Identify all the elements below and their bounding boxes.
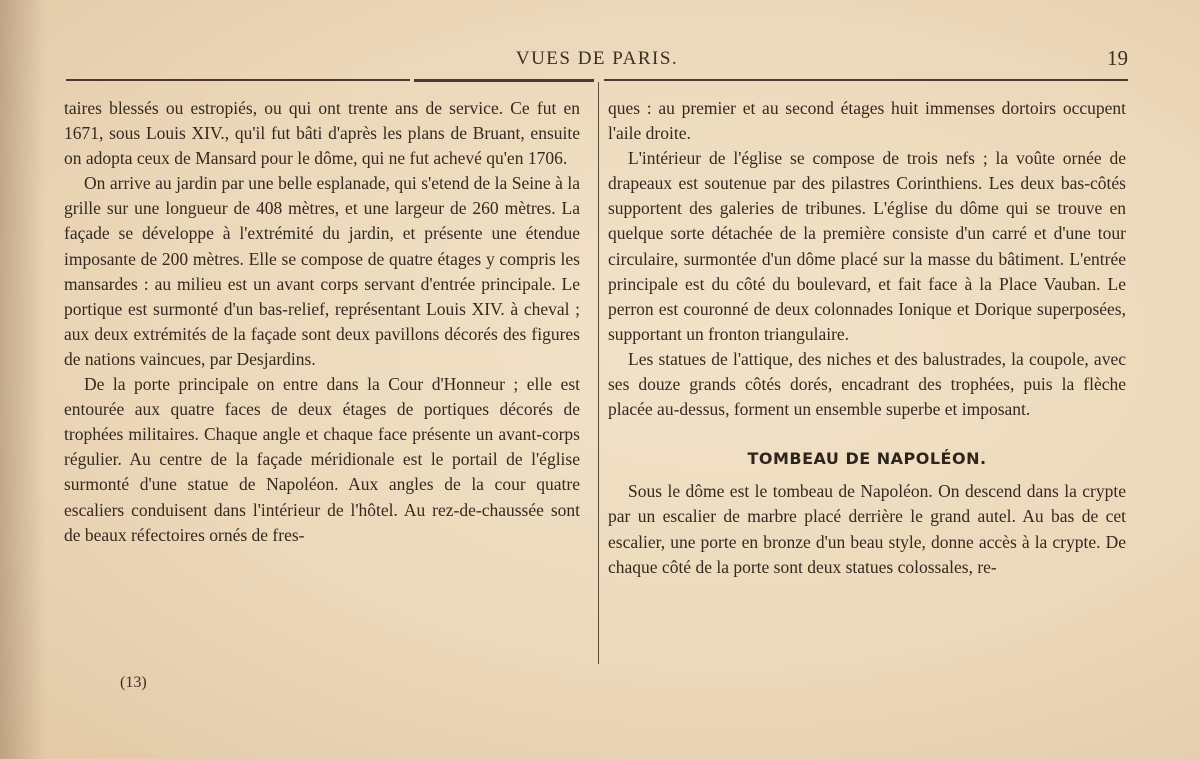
column-divider	[598, 82, 599, 664]
page-number: 19	[1107, 46, 1128, 70]
section-paragraph: Sous le dôme est le tombeau de Napoléon. On descend dans la crypte par un escalier de marbre placé derrière le grand autel. Au bas de cet escalier, une porte en bronze d'un beau style, donne accès à la crypte. De chaque côté de la porte sont deux statues colossales, re-	[608, 481, 1126, 577]
signature-mark: (13)	[120, 674, 147, 691]
right-paragraph-3: Les statues de l'attique, des niches et des balustrades, la coupole, avec ses douze grands côtés dorés, encadrant des trophées, puis la flèche placée au-dessus, forment un ensemble superbe et imposant.	[608, 348, 1126, 420]
right-paragraph-2: L'intérieur de l'église se compose de trois nefs ; la voûte ornée de drapeaux est soutenue par des pilastres Corinthiens. Les deux bas-côtés supportent des galeries de tribunes. L'église du dôme qui se trouve en quelque sorte détachée de la première consiste d'un carré et d'une tour circulaire, surmontée d'un dôme placé sur la masse du bâtiment. L'entrée principale est du côté du boulevard, et fait face à la Place Vauban. Le perron est couronné de deux colonnades Ionique et Dorique superposées, supportant un fronton triangulaire.	[608, 148, 1126, 344]
header-rule-right	[604, 79, 1128, 81]
right-column	[608, 96, 1126, 580]
left-paragraph-1: taires blessés ou estropiés, ou qui ont trente ans de service. Ce fut en 1671, sous Louis XIV., qu'il fut bâti d'après les plans de Bruant, ensuite on adopta ceux de Mansard pour le dôme, qui ne fut achevé qu'en 1706.	[64, 98, 580, 169]
header-rule-left	[66, 79, 410, 81]
running-title: VUES DE PARIS.	[515, 48, 679, 69]
right-paragraph-1: ques : au premier et au second étages huit immenses dortoirs occupent l'aile droite.	[608, 98, 1126, 144]
running-head	[66, 44, 1128, 74]
header-rule-middle	[414, 79, 594, 82]
left-column	[64, 96, 580, 548]
left-paragraph-2: On arrive au jardin par une belle esplanade, qui s'etend de la Seine à la grille sur une longueur de 408 mètres, et une largeur de 260 mètres. La façade se développe à l'extrémité du jardin, et présente une étendue imposante de 200 mètres. Elle se compose de quatre étages y compris les mansardes : au milieu est un avant corps servant d'entrée principale. Le portique est surmonté d'un bas-relief, représentant Louis XIV. à cheval ; aux deux extrémités de la façade sont deux pavillons décorés des figures de nations vaincues, par Desjardins.	[64, 173, 580, 369]
section-heading: TOMBEAU DE NAPOLÉON.	[747, 449, 987, 469]
left-paragraph-3: De la porte principale on entre dans la Cour d'Honneur ; elle est entourée aux quatre faces de deux étages de portiques décorés de trophées militaires. Chaque angle et chaque face présente un avant-corps régulier. Au centre de la façade méridionale est le portail de l'église surmonté d'une statue de Napoléon. Aux angles de la cour quatre escaliers conduisent dans l'intérieur de l'hôtel. Au rez-de-chaussée sont de beaux réfectoires ornés de fres-	[64, 374, 580, 545]
